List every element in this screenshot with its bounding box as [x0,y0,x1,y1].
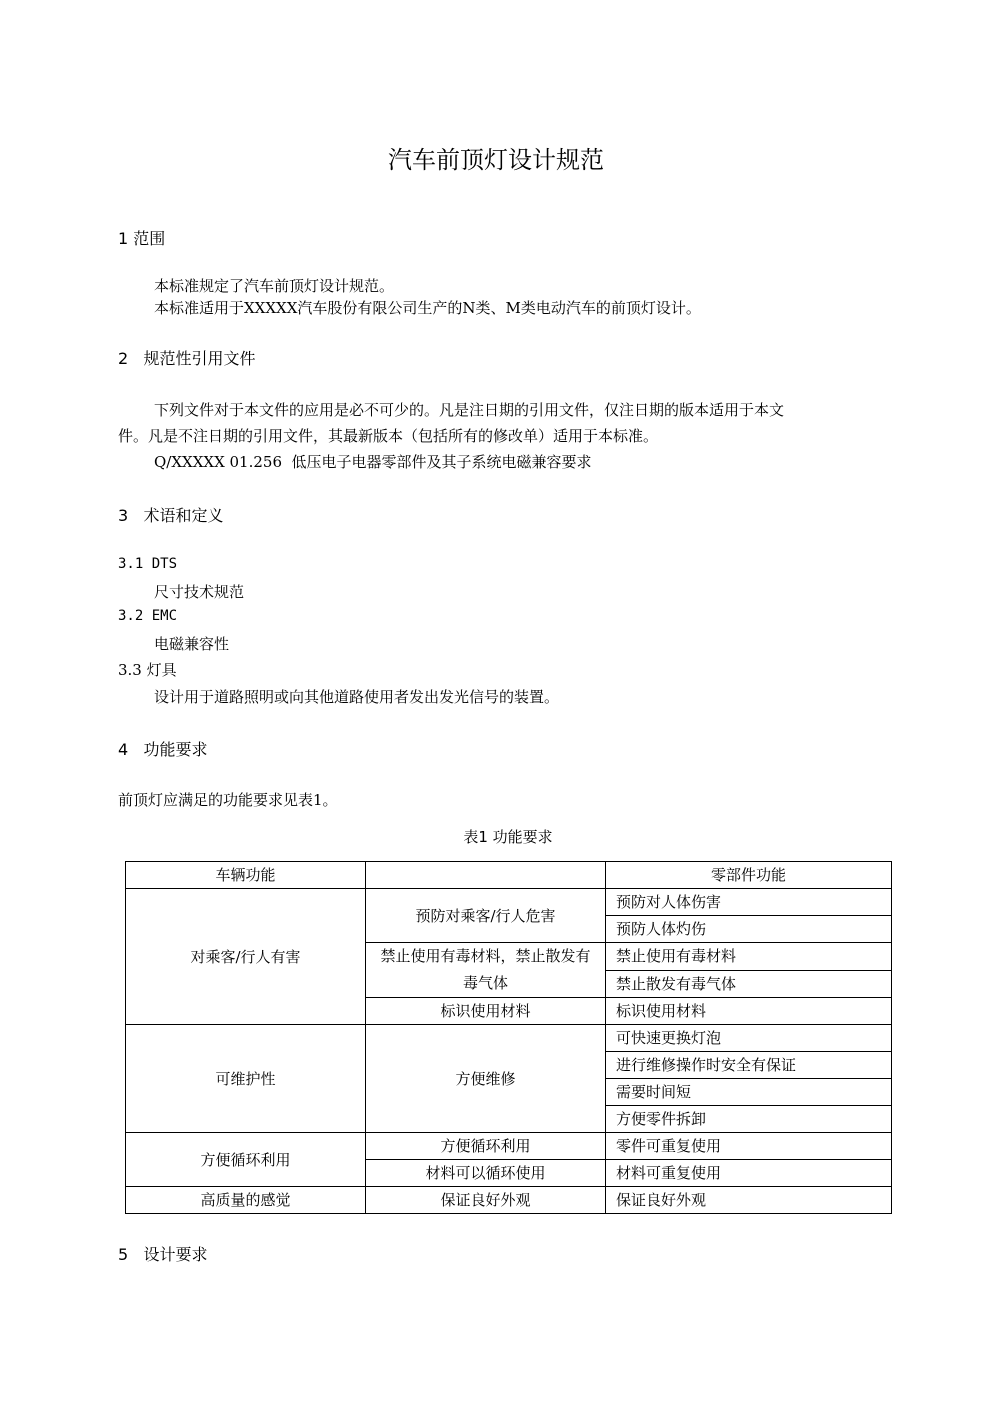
term-3-2: 3.2 EMC [118,608,178,624]
vehicle-function-cell: 方便循环利用 [126,1133,366,1187]
section-3-heading: 3 术语和定义 [118,506,224,525]
middle-cell: 预防对乘客/行人危害 [366,889,606,943]
vehicle-function-cell: 可维护性 [126,1025,366,1133]
section-2-heading: 2 规范性引用文件 [118,349,256,368]
part-function-cell: 需要时间短 [606,1079,892,1106]
term-3-3: 3.3 灯具 [118,661,177,679]
part-function-cell: 预防人体灼伤 [606,916,892,943]
term-3-2-definition: 电磁兼容性 [154,635,230,653]
header-part-function: 零部件功能 [606,862,892,889]
middle-cell: 保证良好外观 [366,1187,606,1214]
middle-cell: 标识使用材料 [366,998,606,1025]
section-4-paragraph: 前顶灯应满足的功能要求见表1。 [118,791,338,809]
table-caption: 表1 功能要求 [463,828,553,846]
term-3-1-definition: 尺寸技术规范 [154,583,245,601]
part-function-cell: 禁止使用有毒材料 [606,943,892,971]
part-function-cell: 保证良好外观 [606,1187,892,1214]
part-function-cell: 可快速更换灯泡 [606,1025,892,1052]
table-row [126,1187,892,1214]
function-requirements-table [125,861,892,1214]
part-function-cell: 方便零件拆卸 [606,1106,892,1133]
middle-cell: 材料可以循环使用 [366,1160,606,1187]
part-function-cell: 标识使用材料 [606,998,892,1025]
section-2-paragraph-line-2: 件。凡是不注日期的引用文件，其最新版本（包括所有的修改单）适用于本标准。 [118,427,659,445]
term-3-1: 3.1 DTS [118,556,178,572]
middle-cell: 方便循环利用 [366,1133,606,1160]
section-1-paragraph-1: 本标准规定了汽车前顶灯设计规范。 [154,277,395,295]
header-vehicle-function: 车辆功能 [126,862,366,889]
term-3-3-definition: 设计用于道路照明或向其他道路使用者发出发光信号的装置。 [154,688,560,706]
section-1-paragraph-2: 本标准适用于XXXXX汽车股份有限公司生产的N类、M类电动汽车的前顶灯设计。 [154,299,701,317]
table-row [126,1133,892,1160]
table-row [126,889,892,916]
section-2-paragraph-line-1: 下列文件对于本文件的应用是必不可少的。凡是注日期的引用文件，仅注日期的版本适用于本文 [154,401,785,419]
section-5-heading: 5 设计要求 [118,1245,208,1264]
header-middle [366,862,606,889]
middle-cell: 方便维修 [366,1025,606,1133]
page-title: 汽车前顶灯设计规范 [388,146,604,174]
section-1-heading: 1 范围 [118,229,166,248]
normative-reference: Q/XXXXX 01.256 低压电子电器零部件及其子系统电磁兼容要求 [154,453,592,471]
table-header-row [126,862,892,889]
part-function-cell: 禁止散发有毒气体 [606,970,892,998]
middle-cell: 禁止使用有毒材料，禁止散发有毒气体 [366,943,606,998]
section-4-heading: 4 功能要求 [118,740,208,759]
part-function-cell: 进行维修操作时安全有保证 [606,1052,892,1079]
vehicle-function-cell: 对乘客/行人有害 [126,889,366,1025]
vehicle-function-cell: 高质量的感觉 [126,1187,366,1214]
part-function-cell: 零件可重复使用 [606,1133,892,1160]
part-function-cell: 材料可重复使用 [606,1160,892,1187]
table-row [126,1025,892,1052]
part-function-cell: 预防对人体伤害 [606,889,892,916]
